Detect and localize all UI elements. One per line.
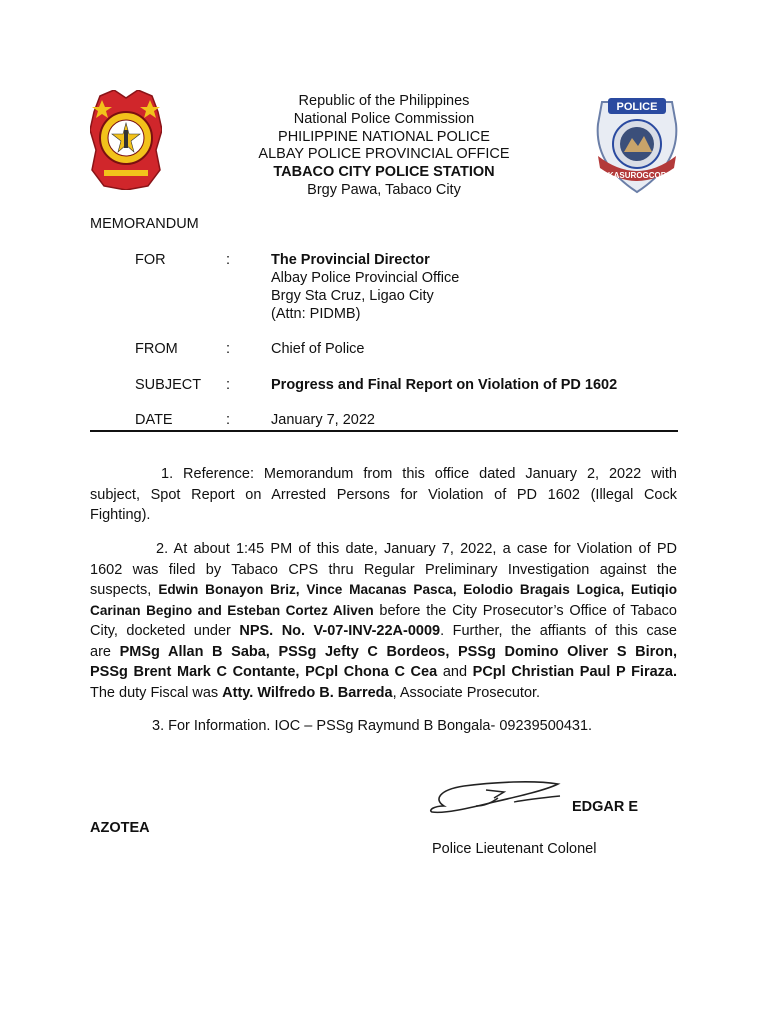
paragraph-1 [90,464,677,526]
p1-line-1: 1. Reference: Memorandum from this office dated January 2, 2022 with [161,466,677,482]
date-key: DATE [135,412,173,428]
from-value: Chief of Police [271,341,365,357]
p2-l5-text: City, docketed under [90,623,231,639]
p2-l8-tail: , Associate Prosecutor. [392,684,541,701]
subject-key: SUBJECT [135,377,202,393]
for-key: FOR [135,252,166,268]
subject-colon: : [226,377,231,393]
p2-line-2: 1602 was filed by Tabaco CPS thru Regular Preliminary Investigation against the [90,561,677,578]
p1-line-2: subject, Spot Report on Arrested Persons for Violation of PD 1602 (Illegal Cock [90,486,677,503]
header-napolcom: National Police Commission [293,110,475,127]
p3-line-1: 3. For Information. IOC – PSSg Raymund B Bongala- 09239500431. [152,718,593,734]
paragraph-2 [90,539,677,703]
p2-line-3 [90,580,677,601]
for-value [271,251,691,323]
paragraph-3 [90,716,677,737]
header-provincial-office: ALBAY POLICE PROVINCIAL OFFICE [258,146,510,163]
p2-suspects-2: Carinan Begino and Esteban Cortez Aliven [90,602,374,618]
p2-affiants-3: PCpl Christian Paul P Firaza. [472,664,678,680]
header-pnp: PHILIPPINE NATIONAL POLICE [278,128,490,145]
signer-name-first: EDGAR E [572,799,639,815]
header-address: Brgy Pawa, Tabaco City [307,181,461,198]
p2-line-8 [90,683,677,704]
p2-fiscal-name: Atty. Wilfredo B. Barreda [222,684,393,701]
header-republic: Republic of the Philippines [298,93,470,109]
p2-l4-text: before the City Prosecutor’s Office of Tabaco [379,602,677,619]
handwritten-signature [424,776,564,821]
p2-affiants-1: PMSg Allan B Saba, PSSg Jefty C Bordeos, PSSg Domino Oliver S Biron, [119,643,678,660]
p2-affiants-2: PSSg Brent Mark C Contante, PCpl Chona C Cea [90,664,438,680]
date-colon: : [226,412,231,428]
p2-l6-text: are [90,643,111,660]
for-line-2: Albay Police Provincial Office [271,270,460,286]
signer-name-last: AZOTEA [90,820,150,836]
date-value: January 7, 2022 [271,412,375,428]
letterhead [0,93,768,200]
svg-text:KASUROGCOP: KASUROGCOP [607,171,667,180]
for-line-1: The Provincial Director [271,252,430,268]
header-divider [90,430,678,432]
p2-l5-tail: . Further, the affiants of this case [440,623,677,639]
p2-suspects-1: Edwin Bonayon Briz, Vince Macanas Pasca, Eolodio Bragais Logica, Eutiqio [158,582,678,597]
p2-l7-and: and [442,664,468,680]
subject-value: Progress and Final Report on Violation of PD 1602 [271,377,618,393]
signer-title: Police Lieutenant Colonel [432,841,597,857]
header-station: TABACO CITY POLICE STATION [273,164,495,181]
from-colon: : [226,341,231,357]
for-colon: : [226,252,231,268]
p2-docket-number: NPS. No. V-07-INV-22A-0009 [239,623,441,639]
memorandum-label: MEMORANDUM [90,216,199,232]
from-key: FROM [135,341,178,357]
p2-l8-text: The duty Fiscal was [90,684,219,701]
p2-line-5 [90,621,677,642]
p2-line-1: 2. At about 1:45 PM of this date, January 7, 2022, a case for Violation of PD [156,541,677,557]
svg-text:POLICE: POLICE [616,101,658,113]
p2-line-7 [90,662,677,683]
for-line-4: (Attn: PIDMB) [271,306,361,322]
p2-line-6 [90,642,677,663]
p1-line-3: Fighting). [90,507,151,523]
p2-line-4 [90,601,677,622]
p2-l3-text: suspects, [90,582,152,598]
for-line-3: Brgy Sta Cruz, Ligao City [271,288,434,304]
